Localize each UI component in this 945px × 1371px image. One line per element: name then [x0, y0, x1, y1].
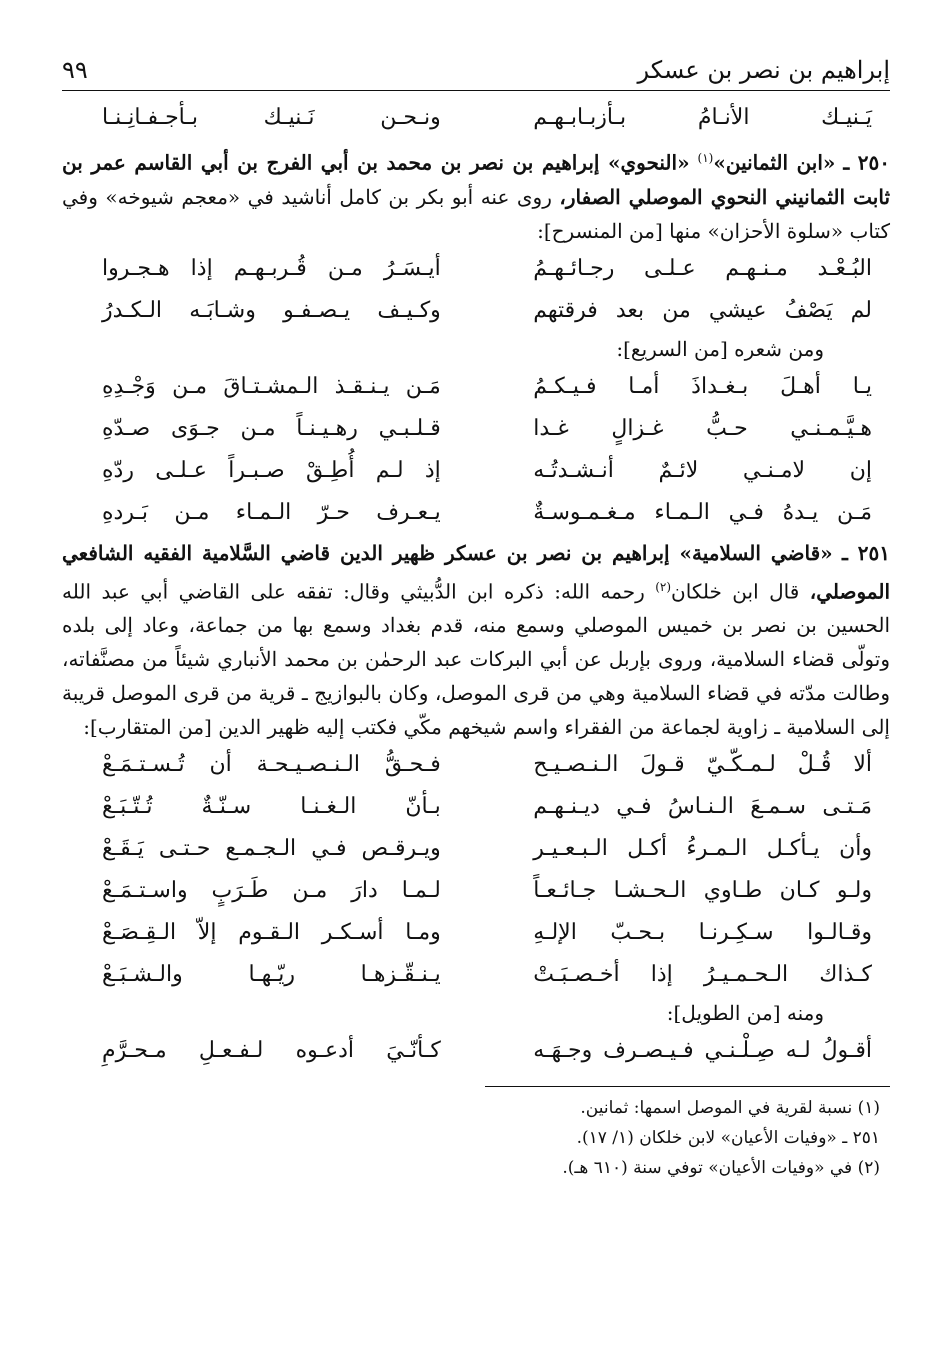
verse-line: [62, 744, 890, 786]
hemistich-second: مَـن يـنـقـذ الـمشـتـاقَ مـن وَجْـدِهِ: [102, 373, 441, 399]
hemistich-first: مَـتـى سـمـعَ الـنـاسُ فـي ديـنـهـم: [533, 794, 872, 820]
hemistich-first: هـيَّـمـنـي حـبُّ غـزالٍ غـدا: [533, 415, 872, 441]
verse-line: [62, 1030, 890, 1072]
footnote: (١) نسبة لقرية في الموصل اسمها: ثمانين.: [580, 1098, 880, 1119]
hemistich-first: ألا قُـلْ لـمـكّـيّ قـولَ الـنـصـيـح: [533, 752, 872, 778]
entry-250-name: النحوي» إبراهيم بن نصر بن محمد بن أبي الفرج بن أبي القاسم عمر بن ثابت الثمانيني النحوي الموصلي الصفار،: [62, 150, 891, 209]
footnote: (٢) في «وفيات الأعيان» توفي سنة (٦١٠ هـ).: [562, 1158, 880, 1179]
hemistich-first: أقـولُ لـه صِـلْـنـي فـيـصـرف وجـهَـه: [533, 1038, 872, 1064]
verse-line: [62, 492, 890, 534]
hemistich-second: وكـيـف يـصـفـو وشـابَـه الـكـدرُ: [102, 297, 441, 323]
meter-note: ومنه [من الطويل]:: [666, 1001, 824, 1026]
hemistich-first: يـا أهـلَ بـغـداذَ أمـا فـيـكـمُ: [533, 373, 872, 399]
entry-251-text-a: قال ابن خلكان: [671, 579, 800, 604]
hemistich-second: يـنـقّـزهـا ريّـهـا والـشـبَـعْ: [102, 962, 441, 988]
hemistich-first: مَـن يـدهُ فـي الـمـاء مـغـمـوسـةٌ: [533, 499, 872, 525]
hemistich-second: كـأنّـيَ أدعـوه لـفـعـلِ مـحـرَّمِ: [102, 1038, 441, 1064]
page-number: ٩٩: [62, 56, 88, 84]
footnote-ref-1: (١): [697, 151, 714, 165]
footnote-divider: [485, 1086, 890, 1087]
running-header: [62, 50, 890, 91]
hemistich-second: إذ لـم أُطِـقْ صـبـراً عـلـى ردّهِ: [102, 457, 441, 483]
verse-line: [62, 97, 890, 139]
hemistich-second: ونـحـن نَـنيـك بـأجـفـانِـنـا: [102, 105, 441, 130]
footnote: ٢٥١ ـ «وفيات الأعيان» لابن خلكان (١/ ١٧).: [576, 1128, 880, 1149]
book-page: [62, 50, 890, 1183]
verse-line: [62, 870, 890, 912]
entry-open-quote: «: [822, 150, 836, 175]
hemistich-first: ولـو كـان طـاوي الـحـشـا جـائـعـاً: [533, 878, 872, 904]
hemistich-first: وأن يـأكـل الـمـرءُ أكـل الـبـعـيـر: [533, 836, 872, 862]
entry-251-name: «قاضي السلامية» إبراهيم بن نصر بن عسكر ظهير الدين قاضي السَّلامية الفقيه الشافعي الموصلي،: [62, 540, 891, 604]
footnote-ref-2: (٢): [655, 579, 672, 594]
verse-line: [62, 912, 890, 954]
verse-line: [62, 248, 890, 290]
hemistich-second: قـلـبـي رهـيـنـاً مـن جـوَى صـدّهِ: [102, 415, 441, 441]
entry-251-text-b: رحمه الله: ذكره ابن الدُّبيثي وقال: تفقه على القاضي أبي عبد الله الحسين بن نصر بن خميس الموصلي وسمع منه، قدم بغداد وسمع بها من جماعة، وعاد إلى بلده وتولّى قضاء السلامية، وروى بإربل عن أبي البركات عبد الرحمٰن بن محمد الأنباري شيئاً من مصنَّفاته، وطالت مدّته في قضاء السلامية وهي من قرى الموصل، وكان بالبوازيج ـ قرية من قرى الموصل قريبة إلى السلامية ـ زاوية لجماعة من الفقراء واسم شيخهم مكّي فكتب إليه ظهير الدين [من المتقارب]:: [62, 579, 890, 740]
hemistich-second: ويـرقـص فـي الـجـمـع حـتـى يَـقَـعْ: [102, 836, 441, 862]
hemistich-first: إن لامـنـي لائـمٌ أنـشـدتُـه: [533, 457, 872, 483]
verse-line: [62, 954, 890, 996]
hemistich-first: لم يَصْفُ عيشي من بعد فرقتهم: [533, 297, 872, 323]
verse-line: [62, 450, 890, 492]
running-title: إبراهيم بن نصر بن عسكر: [637, 56, 890, 84]
entry-250-intro: ٢٥٠ ـ «ابن الثمانين»$^{(١)}$ «النحوي» إبراهيم بن نصر بن محمد بن أبي الفرج بن أبي القاسم عمر بن ثابت الثمانيني النحوي الموصلي الصفار، روى عنه أبو بكر بن كامل أناشيد في «معجم شيوخه» وفي كتاب «سلوة الأحزان» منها [من المنسرح]:: [62, 150, 891, 243]
verse-line: [62, 290, 890, 332]
hemistich-first: كـذاك الـحـمـيـرُ إذا أخـصـبَـتْ: [533, 962, 872, 988]
verse-line: [62, 786, 890, 828]
hemistich-first: البُـعْـد مـنـهـم عـلـى رجـائـهـمُ: [533, 255, 872, 281]
hemistich-first: يَـنيـك الأنـامُ بـأزبـابـهـم: [533, 105, 872, 130]
verse-line: [62, 366, 890, 408]
entry-250-text: روى عنه أبو بكر بن كامل أناشيد في «معجم شيوخه» وفي كتاب «سلوة الأحزان» منها [من المنسرح]:: [62, 184, 890, 243]
entry-251-intro: [62, 536, 890, 745]
entry-number: ٢٥٠ ـ: [843, 150, 890, 175]
hemistich-second: ومـا أسـكـر الـقـوم إلاّ الـقِـصَـعْ: [102, 920, 441, 946]
hemistich-second: بـأنّ الـغـنـا سـنّـةٌ تُـتّـبَـعْ: [102, 794, 441, 820]
verse-line: [62, 828, 890, 870]
hemistich-second: لـمـا دارَ مـن طَـرَبٍ واسـتـمَـعْ: [102, 878, 441, 904]
hemistich-second: يـعـرف حـرّ الـمـاء مـن بَـردهِ: [102, 499, 441, 525]
verse-line: [62, 408, 890, 450]
hemistich-second: أيـسَـرُ مـن قُـربـهـم إذا هـجـروا: [102, 255, 441, 281]
entry-title: ابن الثمانين: [725, 150, 823, 175]
entry-number: ٢٥١ ـ: [841, 540, 890, 565]
meter-note: ومن شعره [من السريع]:: [616, 336, 824, 361]
hemistich-first: وقـالـوا سـكِـرنـا بـحـبّ الإلـهِ: [533, 920, 872, 946]
hemistich-second: فـحـقُّ الـنـصـيـحـة أن تُـسـتـمَـعْ: [102, 752, 441, 778]
